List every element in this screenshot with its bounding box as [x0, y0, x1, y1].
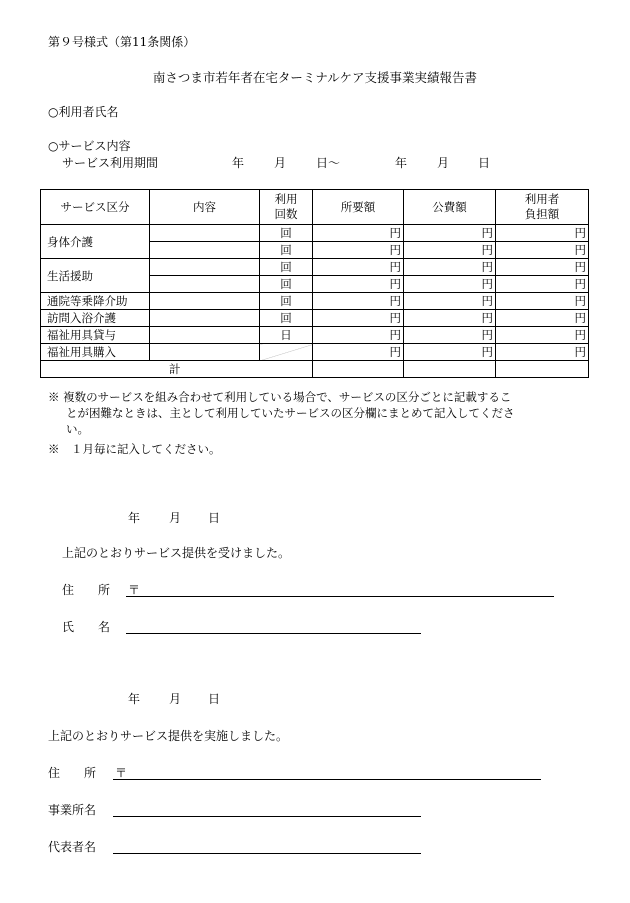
total-public-amount[interactable]: [404, 361, 496, 378]
provider-address-label: 住 所: [48, 766, 97, 780]
note1-mark: ※: [48, 390, 60, 404]
provider-office-line[interactable]: [113, 816, 421, 817]
note1-line1: 複数のサービスを組み合わせて利用している場合で、サービスの区分ごとに記載するこ: [63, 390, 512, 404]
required-amount-cell[interactable]: 円: [313, 259, 404, 276]
table-row: [41, 344, 589, 361]
times-cell[interactable]: 回: [260, 276, 313, 293]
header-category: サービス区分: [41, 190, 150, 225]
category-transport: 通院等乗降介助: [41, 293, 150, 310]
service-report-table: [40, 189, 589, 378]
table-header-row: [41, 190, 589, 225]
times-cell[interactable]: 回: [260, 259, 313, 276]
user-burden-cell[interactable]: 円: [496, 293, 589, 310]
public-amount-cell[interactable]: 円: [404, 225, 496, 242]
provider-postal-mark: 〒: [115, 766, 128, 780]
receiver-postal-mark: 〒: [128, 583, 141, 597]
table-row: [41, 293, 589, 310]
public-amount-cell[interactable]: 円: [404, 259, 496, 276]
times-cell[interactable]: 回: [260, 293, 313, 310]
receiver-name-label: 氏 名: [62, 620, 111, 634]
period-day-to: 日: [478, 156, 491, 170]
provider-statement: 上記のとおりサービス提供を実施しました。: [48, 729, 289, 743]
required-amount-cell[interactable]: 円: [313, 293, 404, 310]
user-burden-cell[interactable]: 円: [496, 310, 589, 327]
content-cell[interactable]: [150, 276, 260, 293]
public-amount-cell[interactable]: 円: [404, 242, 496, 259]
user-burden-cell[interactable]: 円: [496, 327, 589, 344]
public-amount-cell[interactable]: 円: [404, 276, 496, 293]
category-body-care: 身体介護: [41, 225, 150, 259]
header-required-amount: 所要額: [313, 190, 404, 225]
receiver-address-label: 住 所: [62, 583, 111, 597]
user-burden-cell[interactable]: 円: [496, 242, 589, 259]
required-amount-cell[interactable]: 円: [313, 225, 404, 242]
document-title: 南さつま市若年者在宅ターミナルケア支援事業実績報告書: [152, 70, 478, 85]
total-label: 計: [41, 361, 313, 378]
header-content: 内容: [150, 190, 260, 225]
content-cell[interactable]: [150, 344, 260, 361]
public-amount-cell[interactable]: 円: [404, 293, 496, 310]
table-row: [41, 259, 589, 276]
category-rental: 福祉用具貸与: [41, 327, 150, 344]
content-cell[interactable]: [150, 327, 260, 344]
category-life-support: 生活援助: [41, 259, 150, 293]
form-number: 第９号様式（第11条関係）: [48, 35, 196, 49]
category-bathing: 訪問入浴介護: [41, 310, 150, 327]
receiver-statement: 上記のとおりサービス提供を受けました。: [62, 546, 291, 560]
content-cell[interactable]: [150, 259, 260, 276]
days-cell[interactable]: 日: [260, 327, 313, 344]
period-month-from: 月: [274, 156, 287, 170]
note1-line3: い。: [66, 422, 89, 436]
header-times: 利用 回数: [260, 190, 313, 225]
times-cell[interactable]: 回: [260, 310, 313, 327]
user-burden-cell[interactable]: 円: [496, 276, 589, 293]
note-combined-services: [48, 389, 588, 437]
service-content-label: ○サービス内容: [48, 139, 131, 153]
provider-year: 年: [128, 692, 141, 706]
required-amount-cell[interactable]: 円: [313, 344, 404, 361]
table-row: [41, 327, 589, 344]
table-total-row: [41, 361, 589, 378]
user-burden-cell[interactable]: 円: [496, 259, 589, 276]
receiver-year: 年: [128, 511, 141, 525]
required-amount-cell[interactable]: 円: [313, 242, 404, 259]
public-amount-cell[interactable]: 円: [404, 310, 496, 327]
header-user-burden: 利用者 負担額: [496, 190, 589, 225]
note-monthly: ※ １月毎に記入してください。: [48, 442, 221, 456]
times-cell[interactable]: 回: [260, 225, 313, 242]
user-burden-cell[interactable]: 円: [496, 344, 589, 361]
times-cell[interactable]: 回: [260, 242, 313, 259]
required-amount-cell[interactable]: 円: [313, 327, 404, 344]
period-year-from: 年: [232, 156, 245, 170]
user-name-label: ○利用者氏名: [48, 105, 119, 119]
receiver-day: 日: [208, 511, 221, 525]
provider-representative-label: 代表者名: [48, 840, 97, 854]
provider-address-line[interactable]: [113, 779, 541, 780]
receiver-address-line[interactable]: [126, 596, 554, 597]
content-cell[interactable]: [150, 242, 260, 259]
receiver-name-line[interactable]: [126, 633, 421, 634]
period-year-to: 年: [395, 156, 408, 170]
period-day-from: 日〜: [316, 156, 341, 170]
provider-day: 日: [208, 692, 221, 706]
public-amount-cell[interactable]: 円: [404, 344, 496, 361]
content-cell[interactable]: [150, 310, 260, 327]
category-purchase: 福祉用具購入: [41, 344, 150, 361]
provider-representative-line[interactable]: [113, 853, 421, 854]
total-required-amount[interactable]: [313, 361, 404, 378]
required-amount-cell[interactable]: 円: [313, 310, 404, 327]
service-period-label: サービス利用期間: [62, 156, 159, 170]
times-cell-crossed: [260, 344, 313, 361]
table-row: [41, 225, 589, 242]
provider-month: 月: [169, 692, 182, 706]
receiver-month: 月: [169, 511, 182, 525]
table-row: [41, 310, 589, 327]
public-amount-cell[interactable]: 円: [404, 327, 496, 344]
content-cell[interactable]: [150, 293, 260, 310]
required-amount-cell[interactable]: 円: [313, 276, 404, 293]
provider-office-label: 事業所名: [48, 803, 97, 817]
header-public-amount: 公費額: [404, 190, 496, 225]
user-burden-cell[interactable]: 円: [496, 225, 589, 242]
period-month-to: 月: [437, 156, 450, 170]
note1-line2: とが困難なときは、主として利用していたサービスの区分欄にまとめて記入してくださ: [66, 406, 515, 420]
content-cell[interactable]: [150, 225, 260, 242]
total-user-burden[interactable]: [496, 361, 589, 378]
